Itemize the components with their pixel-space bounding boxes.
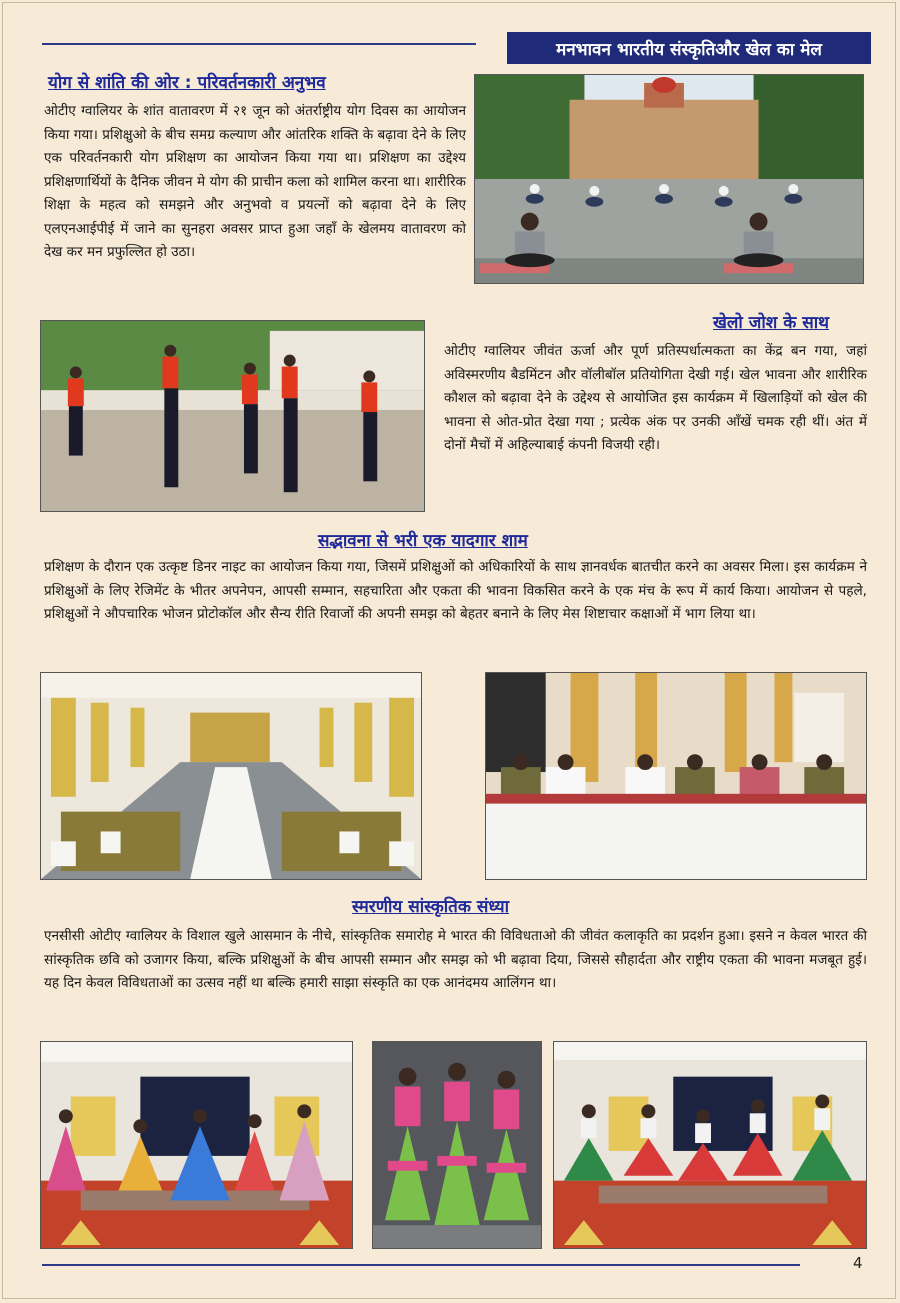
sports-paragraph: ओटीए ग्वालियर जीवंत ऊर्जा और पूर्ण प्रतिस्पर्धात्मकता का केंद्र बन गया, जहां अविस्मरणीय बैडमिंटन और वॉलीबॉल प्रतियोगिता देखी गई। खेल भावना और शारीरिक कौशल को बढ़ावा देने के उद्देश्य से आयोजित इस कार्यक्रम में खिलाड़ियों को खेल की भावना से ओत-प्रोत देखा गया ; प्रत्येक अंक पर उनकी आँखें चमक रही थीं। अंत में दोनों मैचों में अहिल्याबाई कंपनी विजयी रही। [444, 343, 867, 453]
yoga-heading: योग से शांति की ओर : परिवर्तनकारी अनुभव [48, 73, 326, 93]
page-number: 4 [853, 1254, 863, 1272]
dinner-paragraph: प्रशिक्षण के दौरान एक उत्कृष्ट डिनर नाइट का आयोजन किया गया, जिसमें प्रशिक्षुओं को अधिकारियों के साथ ज्ञानवर्धक बातचीत करने का अवसर मिला। इस कार्यक्रम ने प्रशिक्षुओं के लिए रेजिमेंट के भीतर अपनेपन, आपसी सम्मान, सहचारिता और एकता की भावना विकसित करने के एक मंच के रूप में कार्य किया। आयोजन से पहले, प्रशिक्षुओं ने औपचारिक भोजन प्रोटोकॉल और सैन्य रीति रिवाजों की अपनी समझ को बेहतर बनाने के लिए मेस शिष्टाचार कक्षाओं में भाग लिया था। [44, 559, 867, 622]
culture-heading: स्मरणीय सांस्कृतिक संध्या [352, 897, 509, 917]
sports-photo [40, 320, 425, 512]
sports-heading: खेलो जोश के साथ [713, 313, 829, 333]
dinner-table-photo [485, 672, 867, 880]
culture-dance-photo-3 [553, 1041, 867, 1249]
footer-rule [42, 1264, 800, 1266]
culture-paragraph: एनसीसी ओटीए ग्वालियर के विशाल खुले आसमान के नीचे, सांस्कृतिक समारोह मे भारत की विविधताओ की जीवंत कलाकृति का प्रदर्शन हुआ। इसने न केवल भारत की सांस्कृतिक छवि को उजागर किया, बल्कि प्रशिक्षुओं के बीच आपसी सम्मान और समझ को भी बढ़ावा दिया, जिससे सौहार्दता और राष्ट्रीय एकता की भावना मजबूत हुई। यह दिन केवल विविधताओं का उत्सव नहीं था बल्कि हमारी साझा संस्कृति का एक आनंदमय आलिंगन था। [44, 928, 867, 991]
culture-dance-photo-1 [40, 1041, 353, 1249]
page-banner: मनभावन भारतीय संस्कृतिऔर खेल का मेल [507, 32, 871, 64]
yoga-photo [474, 74, 864, 284]
dinner-hall-photo [40, 672, 422, 880]
yoga-paragraph: ओटीए ग्वालियर के शांत वातावरण में २१ जून को अंतर्राष्ट्रीय योग दिवस का आयोजन किया गया। प्रशिक्षुओ के बीच समग्र कल्याण और आंतरिक शक्ति के बढ़ावा देने के लिए एक परिवर्तनकारी योग प्रशिक्षण का आयोजन किया गया था। प्रशिक्षण का उद्देश्य प्रशिक्षणार्थियों के दैनिक जीवन मे योग की प्राचीन कला को शामिल करना था। शारीरिक शिक्षा के महत्व को समझने और अनुभवो व प्रयत्नों को बढ़ावा देने के लिए एलएनआईपीई में जाने का सुनहरा अवसर प्राप्त हुआ जहाँ के खेलमय वातावरण को देख कर मन प्रफुल्लित हो उठा। [44, 103, 466, 260]
header-rule [42, 43, 476, 45]
dinner-heading: सद्भावना से भरी एक यादगार शाम [318, 531, 528, 551]
culture-dance-photo-2 [372, 1041, 542, 1249]
